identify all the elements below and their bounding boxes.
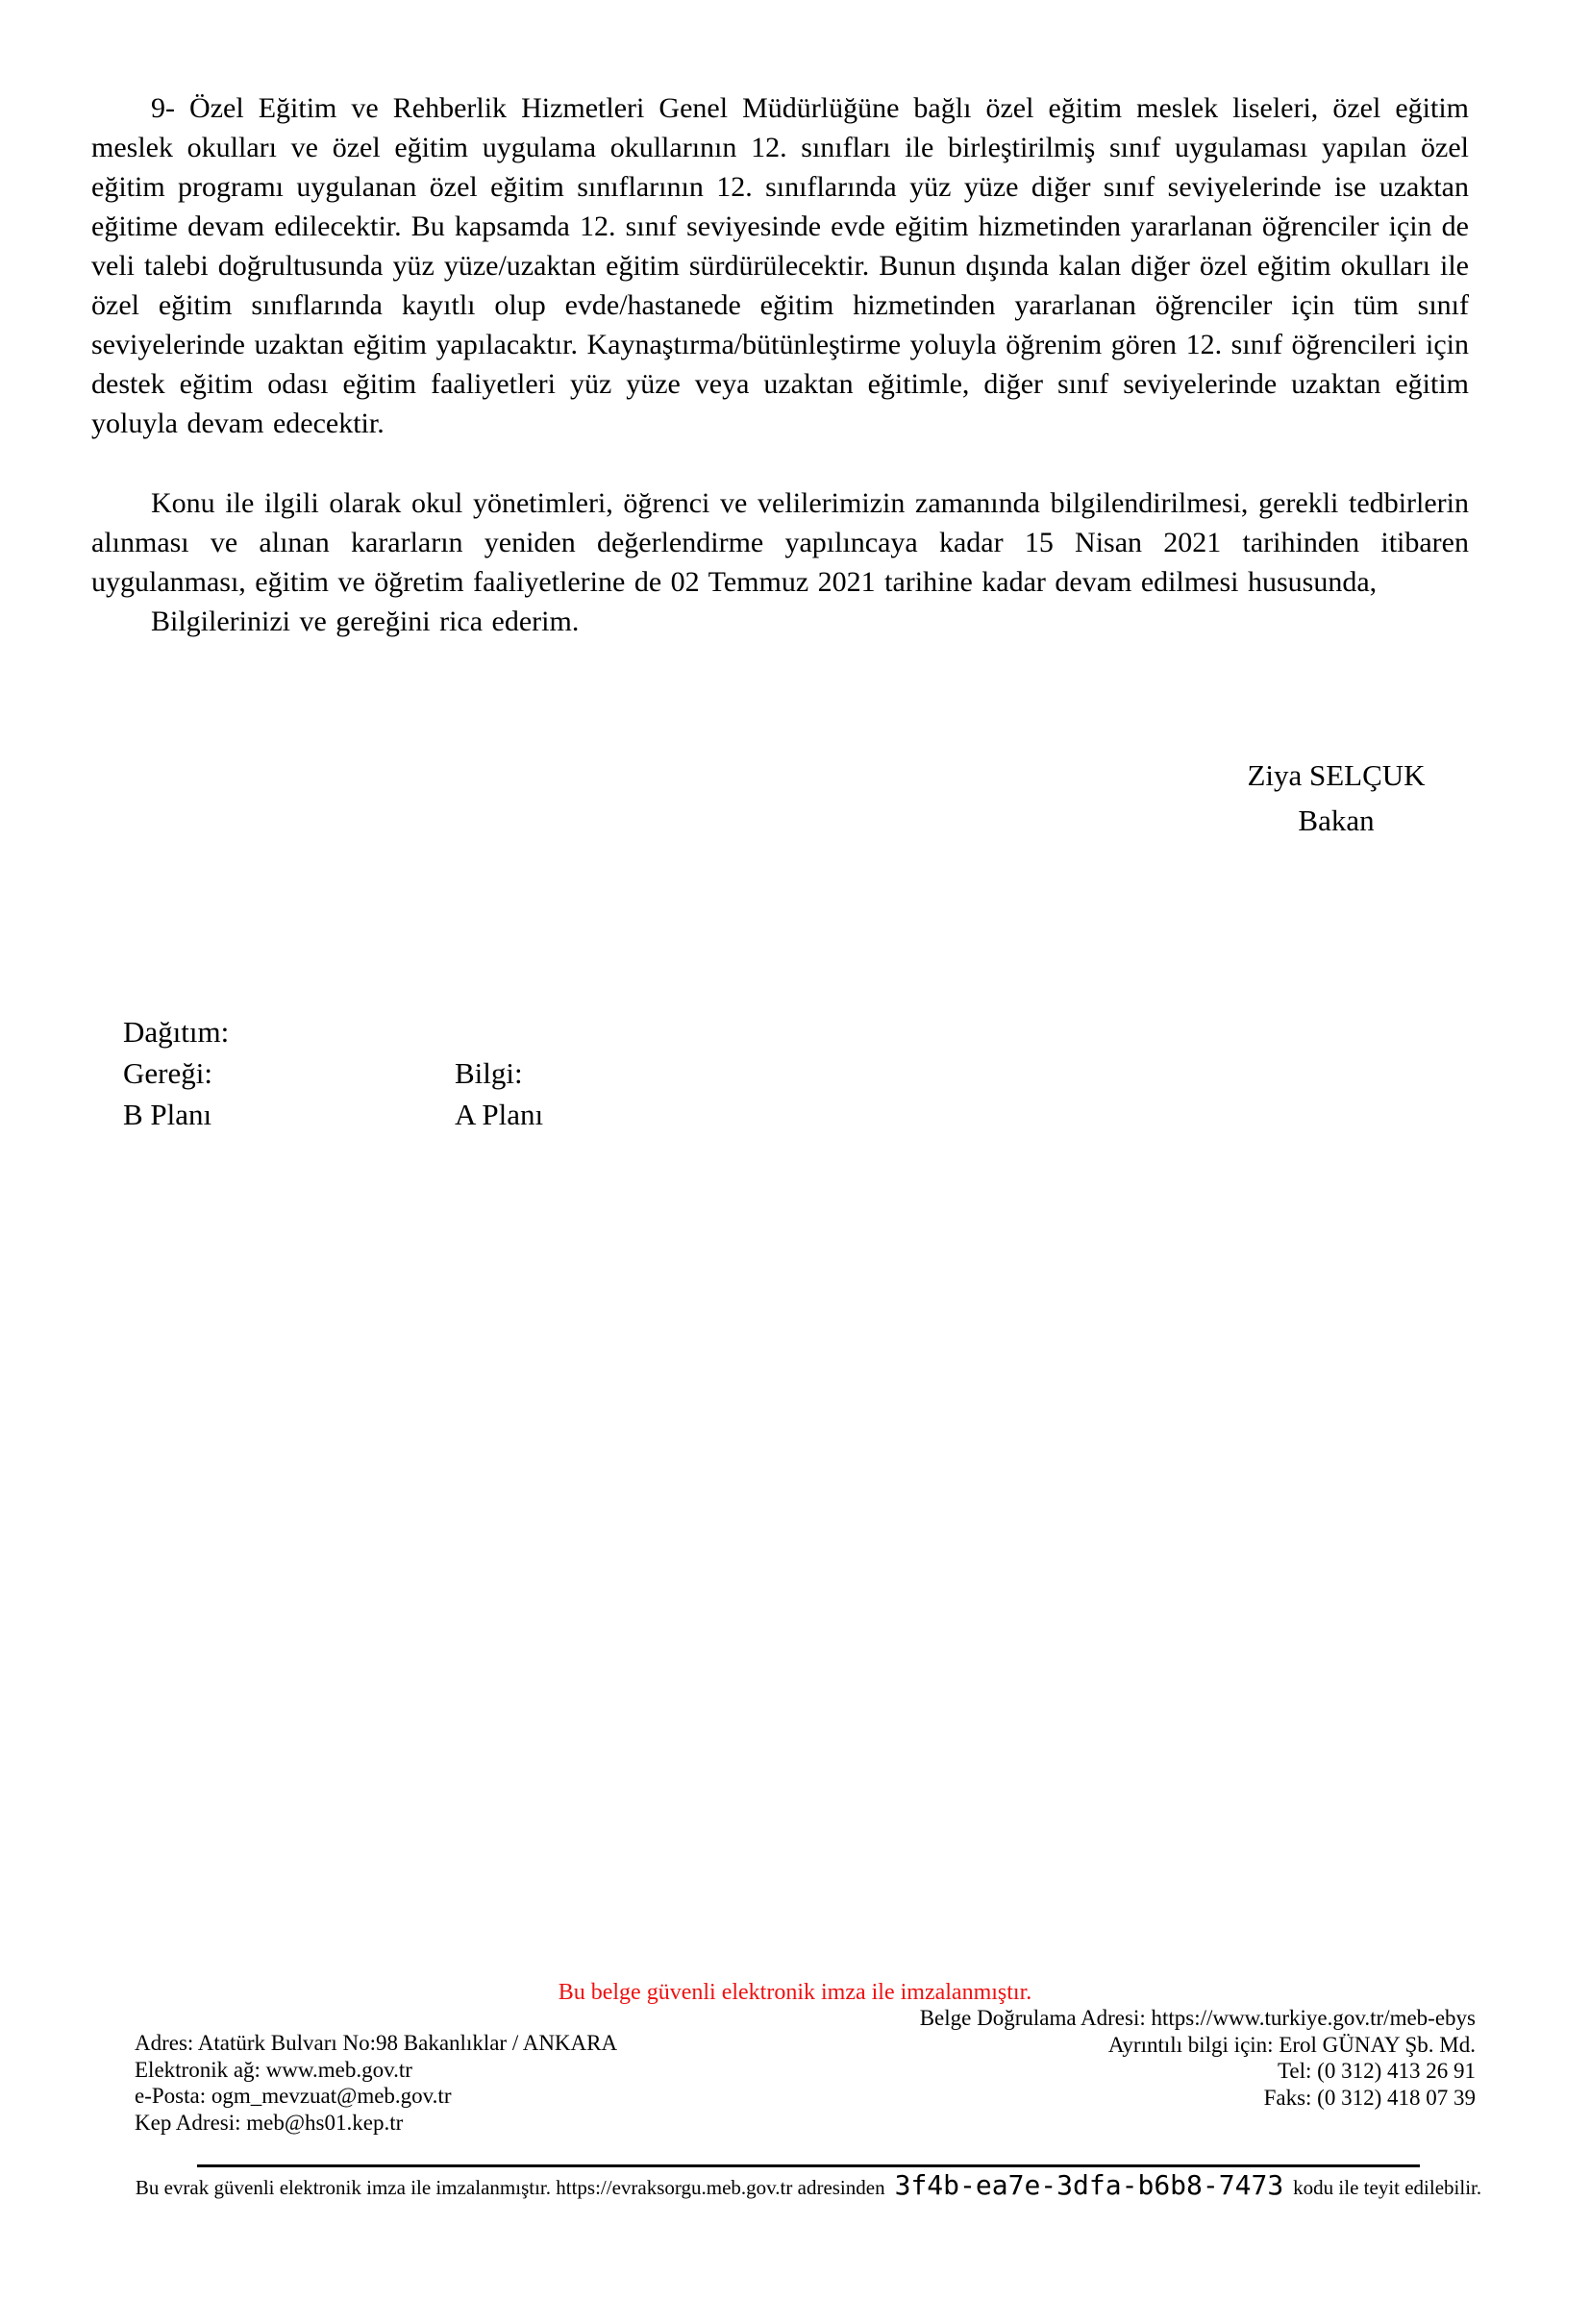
signature-name: Ziya SELÇUK <box>1247 758 1426 792</box>
verification-line <box>135 2169 1482 2201</box>
footer-fax-line: Faks: (0 312) 418 07 39 <box>1263 2085 1476 2110</box>
footer-kep-line: Kep Adresi: meb@hs01.kep.tr <box>135 2110 404 2135</box>
signature-title: Bakan <box>1298 804 1375 837</box>
footer-tel-line: Tel: (0 312) 413 26 91 <box>1277 2059 1476 2083</box>
bilgi-value: A Planı <box>455 1098 544 1131</box>
verification-code: 3f4b-ea7e-3dfa-b6b8-7473 <box>894 2169 1284 2201</box>
distribution-labels-row <box>123 1052 892 1094</box>
verification-prefix: Bu evrak güvenli elektronik imza ile imzalanmıştır. https://evraksorgu.meb.gov.tr adresinden <box>135 2176 885 2199</box>
footer-address-line: Adres: Atatürk Bulvarı No:98 Bakanlıklar / ANKARA <box>135 2031 618 2055</box>
footer-email-line: e-Posta: ogm_mevzuat@meb.gov.tr <box>135 2084 452 2108</box>
distribution-block <box>123 1011 892 1135</box>
geregi-label: Gereği: <box>123 1056 212 1090</box>
esign-notice: Bu belge güvenli elektronik imza ile imzalanmıştır. <box>558 1980 1032 2005</box>
letter-body <box>91 88 1469 641</box>
footer-contact-line: Ayrıntılı bilgi için: Erol GÜNAY Şb. Md. <box>1107 2032 1476 2057</box>
signature-block <box>1144 753 1528 843</box>
paragraph-item-9: 9- Özel Eğitim ve Rehberlik Hizmetleri Genel Müdürlüğüne bağlı özel eğitim meslek liseleri, özel eğitim meslek okulları ve özel eğitim uygulama okullarının 12. sınıfları ile birleştirilmiş sınıf uygulaması yapılan özel eğitim programı uygulanan özel eğitim sınıflarının 12. sınıflarında yüz yüze diğer sınıf seviyelerinde ise uzaktan eğitime devam edilecektir. Bu kapsamda 12. sınıf seviyesinde evde eğitim hizmetinden yararlanan öğrenciler için de veli talebi doğrultusunda yüz yüze/uzaktan eğitim sürdürülecektir. Bunun dışında kalan diğer özel eğitim okulları ile özel eğitim sınıflarında kayıtlı olup evde/hastanede eğitim hizmetinden yararlanan öğrenciler için tüm sınıf seviyelerinde uzaktan eğitim yapılacaktır. Kaynaştırma/bütünleştirme yoluyla öğrenim gören 12. sınıf öğrencileri için destek eğitim odası eğitim faaliyetleri yüz yüze veya uzaktan eğitimle, diğer sınıf seviyelerinde uzaktan eğitim yoluyla devam edecektir. <box>91 92 1469 439</box>
geregi-value: B Planı <box>123 1098 212 1131</box>
footer-contact-left <box>135 2030 617 2136</box>
distribution-heading: Dağıtım: <box>123 1015 230 1049</box>
distribution-values-row <box>123 1094 892 1135</box>
footer-website-line: Elektronik ağ: www.meb.gov.tr <box>135 2057 412 2082</box>
footer-divider <box>197 2164 1420 2167</box>
footer-verification-url-line: Belge Doğrulama Adresi: https://www.turkiye.gov.tr/meb-ebys <box>919 2006 1476 2030</box>
bilgi-label: Bilgi: <box>455 1056 523 1090</box>
verification-suffix: kodu ile teyit edilebilir. <box>1293 2176 1482 2199</box>
closing-paragraph: Konu ile ilgili olarak okul yönetimleri, öğrenci ve velilerimizin zamanında bilgilendirilmesi, gerekli tedbirlerin alınması ve alınan kararların yeniden değerlendirme yapılıncaya kadar 15 Nisan 2021 tarihinden itibaren uygulanması, eğitim ve öğretim faaliyetlerine de 02 Temmuz 2021 tarihine kadar devam edilmesi hususunda, <box>91 487 1469 598</box>
footer-contact-right <box>920 2005 1476 2111</box>
salutation-line: Bilgilerinizi ve gereğini rica ederim. <box>151 606 580 637</box>
